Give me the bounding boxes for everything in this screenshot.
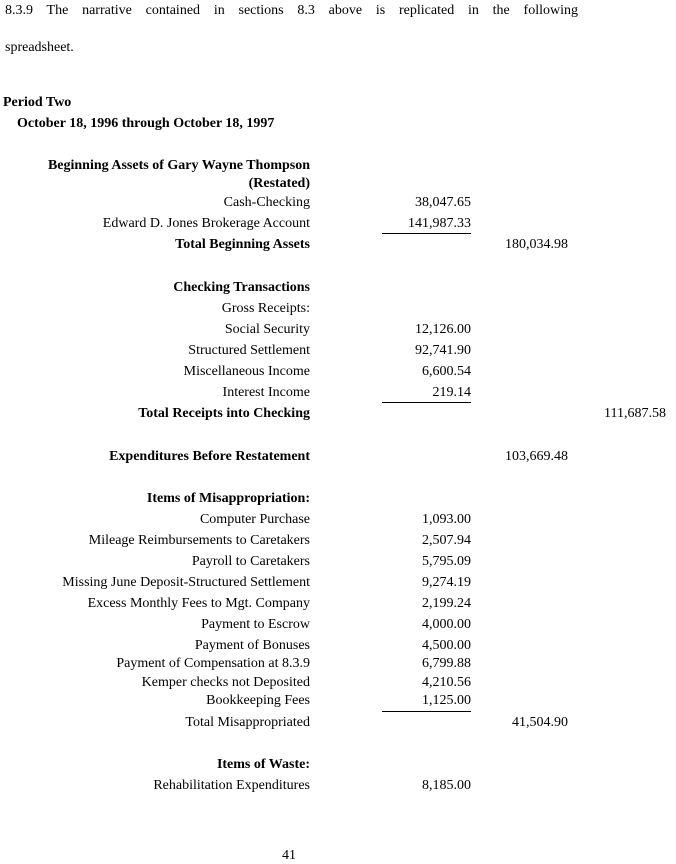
row-amount: 6,600.54 [422, 364, 471, 379]
row-label: Structured Settlement [188, 343, 310, 358]
row-label: Cash-Checking [223, 195, 310, 210]
row-amount: 4,500.00 [422, 638, 471, 653]
beginning-heading: Beginning Assets of Gary Wayne Thompson [47, 158, 310, 173]
row-label: Payroll to Caretakers [191, 554, 310, 569]
checking-heading: Checking Transactions [173, 280, 310, 295]
total-receipts-label: Total Receipts into Checking [138, 406, 310, 421]
row-amount: 6,799.88 [422, 656, 471, 671]
subtotal-rule [382, 711, 471, 712]
row-label: Miscellaneous Income [183, 364, 310, 379]
waste-heading: Items of Waste: [216, 757, 310, 772]
row-label: Kemper checks not Deposited [141, 675, 310, 690]
misappropriation-heading: Items of Misappropriation: [146, 491, 310, 506]
total-beginning-label: Total Beginning Assets [175, 237, 310, 252]
row-label: Payment of Compensation at 8.3.9 [116, 656, 310, 671]
row-label: Payment to Escrow [201, 617, 310, 632]
row-amount: 4,000.00 [422, 617, 471, 632]
row-label: Bookkeeping Fees [206, 693, 310, 708]
row-amount: 8,185.00 [422, 778, 471, 793]
page-number: 41 [282, 848, 296, 863]
intro-line-1: 8.3.9 The narrative contained in sections 8.3 above is replicated in the following [5, 3, 578, 18]
row-label: Mileage Reimbursements to Caretakers [88, 533, 310, 548]
subtotal-rule [382, 402, 471, 403]
gross-receipts-label: Gross Receipts: [221, 301, 310, 316]
row-amount: 4,210.56 [422, 675, 471, 690]
row-label: Social Security [224, 322, 310, 337]
row-amount: 1,093.00 [422, 512, 471, 527]
row-label: Excess Monthly Fees to Mgt. Company [87, 596, 310, 611]
total-receipts-amount: 111,687.58 [604, 406, 666, 421]
row-amount: 219.14 [432, 385, 471, 400]
row-label: Edward D. Jones Brokerage Account [102, 216, 310, 231]
row-amount: 1,125.00 [422, 693, 471, 708]
row-label: Computer Purchase [199, 512, 310, 527]
row-amount: 141,987.33 [408, 216, 471, 231]
row-amount: 38,047.65 [415, 195, 471, 210]
row-amount: 9,274.19 [422, 575, 471, 590]
beginning-heading-restated: (Restated) [248, 176, 310, 191]
row-label: Interest Income [222, 385, 310, 400]
expenditures-amount: 103,669.48 [505, 449, 568, 464]
total-misappropriated-label: Total Misappropriated [185, 715, 310, 730]
expenditures-label: Expenditures Before Restatement [109, 449, 310, 464]
total-misappropriated-amount: 41,504.90 [512, 715, 568, 730]
row-label: Payment of Bonuses [194, 638, 310, 653]
period-title: Period Two [3, 95, 72, 110]
subtotal-rule [382, 233, 471, 234]
row-amount: 2,199.24 [422, 596, 471, 611]
row-label: Rehabilitation Expenditures [153, 778, 310, 793]
row-amount: 2,507.94 [422, 533, 471, 548]
intro-line-2: spreadsheet. [5, 40, 74, 55]
total-beginning-amount: 180,034.98 [505, 237, 568, 252]
row-amount: 92,741.90 [415, 343, 471, 358]
row-amount: 12,126.00 [415, 322, 471, 337]
row-label: Missing June Deposit-Structured Settlement [62, 575, 310, 590]
row-amount: 5,795.09 [422, 554, 471, 569]
period-dates: October 18, 1996 through October 18, 1997 [17, 116, 275, 131]
